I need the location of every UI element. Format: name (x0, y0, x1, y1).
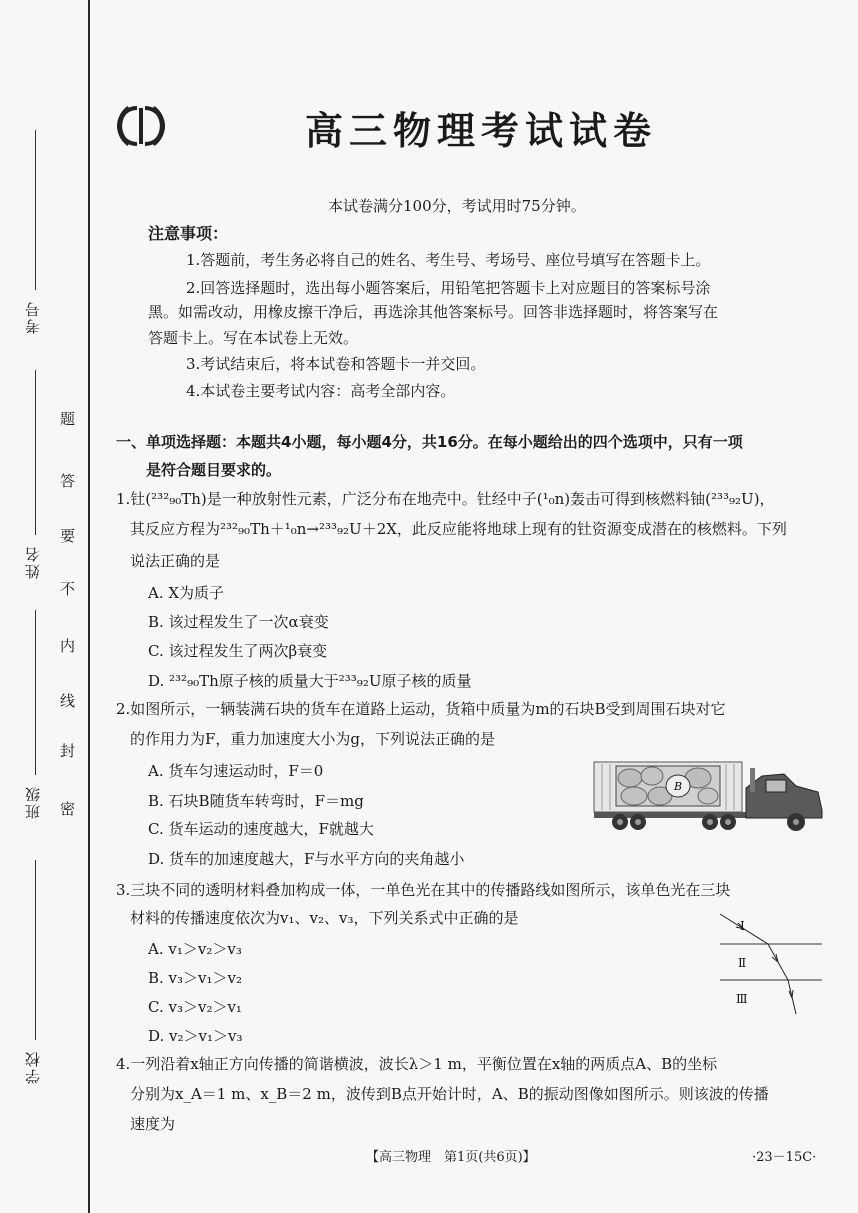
layer-label: Ⅲ (736, 992, 748, 1006)
seal-char: 答 (60, 472, 76, 490)
section-heading-cont: 是符合题目要求的。 (146, 461, 282, 479)
question-1-stem: 说法正确的是 (130, 552, 221, 570)
light-path-figure (718, 910, 824, 1016)
seal-char: 要 (60, 527, 76, 545)
layer-label: Ⅰ (740, 919, 745, 933)
question-2-option: C. 货车运动的速度越大，F就越大 (148, 820, 374, 838)
question-1-option: D. ²³²₉₀Th原子核的质量大于²³³₉₂U原子核的质量 (148, 672, 472, 690)
page-title: 高三物理考试试卷 (305, 109, 658, 153)
seal-char: 题 (60, 410, 76, 428)
school-field[interactable] (35, 860, 36, 1040)
seal-char: 密 (60, 800, 76, 818)
question-3-stem: 3.三块不同的透明材料叠加构成一体，一单色光在其中的传播路线如图所示，该单色光在三块 (116, 881, 731, 899)
question-4-stem: 速度为 (130, 1115, 176, 1133)
question-1-option: B. 该过程发生了一次α衰变 (148, 613, 329, 631)
notice-line: 答题卡上。写在本试卷上无效。 (148, 329, 359, 347)
question-2-stem: 2.如图所示，一辆装满石块的货车在道路上运动，货箱中质量为m的石块B受到周围石块对它 (116, 700, 726, 718)
notice-line: 1.答题前，考生务必将自己的姓名、考生号、考场号、座位号填写在答题卡上。 (186, 251, 711, 269)
section-heading: 一、单项选择题：本题共4小题，每小题4分，共16分。在每小题给出的四个选项中，只有一项 (116, 433, 743, 451)
question-1-option: C. 该过程发生了两次β衰变 (148, 642, 328, 660)
question-2-option: D. 货车的加速度越大，F与水平方向的夹角越小 (148, 850, 465, 868)
class-field[interactable] (35, 610, 36, 775)
question-4-stem: 4.一列沿着x轴正方向传播的简谐横波，波长λ＞1 m，平衡位置在x轴的两质点A、B的坐标 (116, 1055, 718, 1073)
question-3-stem: 材料的传播速度依次为v₁、v₂、v₃，下列关系式中正确的是 (130, 909, 519, 927)
question-2-option: A. 货车匀速运动时，F＝0 (148, 762, 324, 780)
question-1-stem: 其反应方程为²³²₉₀Th＋¹₀n→²³³₉₂U＋2X，此反应能将地球上现有的钍资源变成潜在的核燃料。下列 (130, 520, 787, 538)
seal-char: 内 (60, 637, 76, 655)
layer-label: Ⅱ (738, 956, 747, 970)
notice-line: 4.本试卷主要考试内容：高考全部内容。 (186, 382, 456, 400)
notice-heading: 注意事项： (148, 224, 229, 243)
exam-info: 本试卷满分100分，考试用时75分钟。 (328, 197, 586, 215)
question-1-stem: 1.钍(²³²₉₀Th)是一种放射性元素，广泛分布在地壳中。钍经中子(¹₀n)轰击可得到核燃料铀(²³³₉₂U)， (116, 490, 775, 508)
question-3-option: B. v₃＞v₁＞v₂ (148, 969, 243, 987)
notice-line: 2.回答选择题时，选出每小题答案后，用铅笔把答题卡上对应题目的答案标号涂 (186, 279, 711, 297)
class-label: 班级 (24, 785, 42, 819)
question-3-option: C. v₃＞v₂＞v₁ (148, 998, 242, 1016)
stone-b-label: B (674, 780, 683, 793)
page-footer: 【高三物理 第1页(共6页)】 (366, 1150, 536, 1165)
question-4-stem: 分别为x_A＝1 m、x_B＝2 m，波传到B点开始计时，A、B的振动图像如图所示。则该波的传播 (130, 1085, 769, 1103)
question-2-stem: 的作用力为F，重力加速度大小为g，下列说法正确的是 (130, 730, 496, 748)
seal-char: 不 (60, 580, 76, 598)
exam-code: ·23－15C· (752, 1150, 817, 1165)
seal-char: 线 (60, 692, 76, 710)
name-field[interactable] (35, 370, 36, 535)
seal-char: 封 (60, 742, 76, 760)
notice-line: 黑。如需改动，用橡皮擦干净后，再选涂其他答案标号。回答非选择题时，将答案写在 (148, 303, 719, 321)
binding-line (88, 0, 90, 1213)
question-1-option: A. X为质子 (148, 584, 225, 602)
exam-number-label: 考号 (24, 300, 42, 334)
question-3-option: D. v₂＞v₁＞v₃ (148, 1027, 243, 1045)
question-3-option: A. v₁＞v₂＞v₃ (148, 940, 242, 958)
school-label: 学校 (24, 1050, 42, 1084)
exam-number-field[interactable] (35, 130, 36, 290)
truck-figure (590, 758, 826, 838)
notice-line: 3.考试结束后，将本试卷和答题卡一并交回。 (186, 355, 486, 373)
question-2-option: B. 石块B随货车转弯时，F＝mg (148, 792, 364, 810)
name-label: 姓名 (24, 545, 42, 579)
publisher-logo-icon (115, 100, 167, 152)
